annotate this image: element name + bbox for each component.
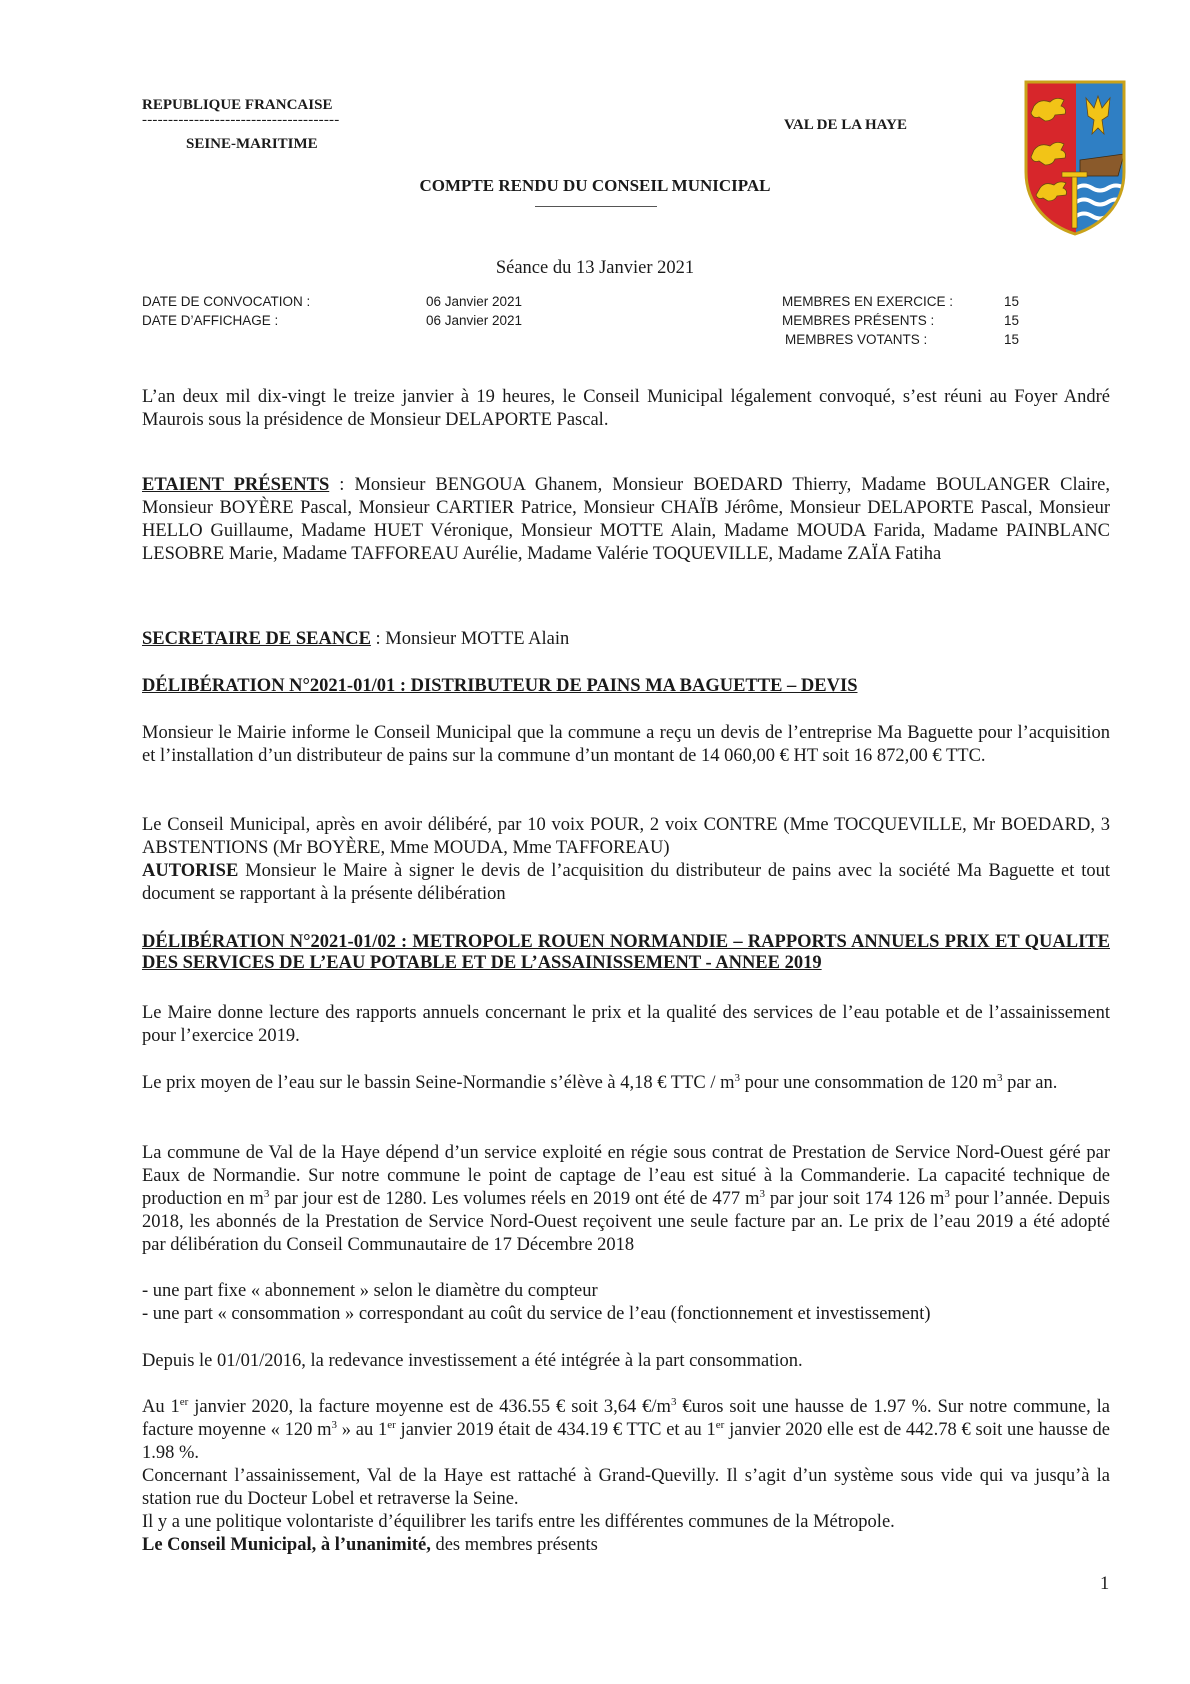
text-run: » au 1 [337,1420,388,1440]
superscript: 3 [263,1187,270,1200]
session-date: Séance du 13 Janvier 2021 [495,258,695,278]
delib2-title: DÉLIBÉRATION N°2021-01/02 : METROPOLE ROUEN NORMANDIE – RAPPORTS ANNUELS PRIX ET QUALITE DES SERVICES DE L’EAU POTABLE ET DE L’ASSAINISSEMENT - ANNEE 2019 [142,932,1110,973]
coat-of-arms-logo [1022,76,1128,238]
unanimity-text: Le Conseil Municipal, à l’unanimité, [142,1535,431,1555]
text-run: janvier 2020 elle est de 442.78 € soit une hausse de 1.98 %. [142,1420,1110,1463]
department-label: SEINE-MARITIME [186,136,318,152]
header-dashes: -------------------------------------- [142,112,340,128]
affichage-value: 06 Janvier 2021 [426,313,523,328]
superscript: er [715,1418,725,1431]
convocation-value: 06 Janvier 2021 [426,294,523,309]
title-underline [535,206,657,207]
exercice-value: 15 [1004,294,1020,309]
delib1-paragraph-1: Monsieur le Mairie informe le Conseil Municipal que la commune a reçu un devis de l’entreprise Ma Baguette pour l’acquisition et l’installation d’un distributeur de pains sur la commune d’un montant de 14 060,00 € HT soit 16 872,00 € TTC. [142,723,1110,766]
commune-name: VAL DE LA HAYE [784,117,907,133]
delib1-autorise-text: Monsieur le Maire à signer le devis de l’acquisition du distributeur de pains avec la société Ma Baguette et tout document se rapportant à la présente délibération [142,861,1110,904]
secretary-label: SECRETAIRE DE SEANCE [142,629,371,649]
delib1-title: DÉLIBÉRATION N°2021-01/01 : DISTRIBUTEUR DE PAINS MA BAGUETTE – DEVIS [142,676,858,696]
affichage-label: DATE D’AFFICHAGE : [142,313,279,328]
delib2-paragraph-6: Concernant l’assainissement, Val de la Haye est rattaché à Grand-Quevilly. Il s’agit d’un système sous vide qui va jusqu’à la station rue du Docteur Lobel et retraverse la Seine. [142,1466,1110,1509]
text-run: par an. [1002,1073,1058,1093]
presents-count-value: 15 [1004,313,1020,328]
page-number: 1 [1100,1574,1110,1594]
delib1-paragraph-3 [142,860,1110,906]
superscript: er [387,1418,396,1431]
text-run: janvier 2020, la facture moyenne est de 436.55 € soit 3,64 €/m [188,1397,671,1417]
delib2-paragraph-4: Depuis le 01/01/2016, la redevance investissement a été intégrée à la part consommation. [142,1351,803,1371]
superscript: 3 [944,1187,950,1200]
intro-paragraph: L’an deux mil dix-vingt le treize janvier à 19 heures, le Conseil Municipal légalement convoqué, s’est réuni au Foyer André Maurois sous la présidence de Monsieur DELAPORTE Pascal. [142,387,1110,430]
delib2-paragraph-2 [142,1072,1110,1095]
exercice-label: MEMBRES EN EXERCICE : [782,294,954,309]
votants-value: 15 [1004,332,1020,347]
document-title: COMPTE RENDU DU CONSEIL MUNICIPAL [419,176,771,195]
text-run: La commune de Val de la Haye dépend d’un service exploité en régie sous contrat de Prestation de Service Nord-Ouest géré par Eaux de Normandie. Sur notre commune le point de captage de l’eau est situé à la Commanderie. La capacité technique de production en m [142,1143,1110,1209]
text-run: par jour est de 1280. Les volumes réels en 2019 ont été de 477 m [269,1189,760,1209]
secretary-paragraph [142,628,1110,651]
text-run: Le prix moyen de l’eau sur le bassin Seine-Normandie s’élève à 4,18 € TTC / m [142,1073,735,1093]
text-run: par jour soit 174 126 m [764,1189,945,1209]
presents-list: : Monsieur BENGOUA Ghanem, Monsieur BOEDARD Thierry, Madame BOULANGER Claire, Monsieur BOYÈRE Pascal, Monsieur CARTIER Patrice, Monsieur CHAÏB Jérôme, Monsieur DELAPORTE Pascal, Monsieur HELLO Guillaume, Madame HUET Véronique, Monsieur MOTTE Alain, Madame MOUDA Farida, Madame PAINBLANC LESOBRE Marie, Madame TAFFOREAU Aurélie, Madame Valérie TOQUEVILLE, Madame ZAÏA Fatiha [142,475,1110,564]
republic-label: REPUBLIQUE FRANCAISE [142,97,333,113]
presents-count-label: MEMBRES PRÉSENTS : [782,313,935,328]
superscript: er [179,1395,189,1408]
bullet-consommation: - une part « consommation » correspondant au coût du service de l’eau (fonctionnement et investissement) [142,1304,931,1324]
text-run: pour une consommation de 120 m [740,1073,997,1093]
votants-label: MEMBRES VOTANTS : [785,332,928,347]
presents-label: ETAIENT PRÉSENTS [142,475,330,495]
superscript: 3 [331,1418,338,1431]
delib1-paragraph-2: Le Conseil Municipal, après en avoir délibéré, par 10 voix POUR, 2 voix CONTRE (Mme TOCQUEVILLE, Mr BOEDARD, 3 ABSTENTIONS (Mr BOYÈRE, Mme MOUDA, Mme TAFFOREAU) [142,815,1110,858]
presents-paragraph [142,474,1110,566]
superscript: 3 [759,1187,765,1200]
superscript: 3 [734,1071,741,1084]
text-run: janvier 2019 était de 434.19 € TTC et au 1 [395,1420,716,1440]
secretary-name: : Monsieur MOTTE Alain [370,629,570,649]
autorise-keyword: AUTORISE [142,861,239,881]
delib2-paragraph-8 [142,1534,1110,1557]
superscript: 3 [670,1395,677,1408]
text-run: Au 1 [142,1397,180,1417]
delib2-paragraph-7: Il y a une politique volontariste d’équilibrer les tarifs entre les différentes communes de la Métropole. [142,1512,895,1532]
text-run: pour l’année. Depuis 2018, les abonnés de la Prestation de Service Nord-Ouest reçoivent une seule facture par an. Le prix de l’eau 2019 a été adopté par délibération du Conseil Communautaire de 17 Décembre 2018 [142,1189,1111,1255]
delib2-paragraph-1: Le Maire donne lecture des rapports annuels concernant le prix et la qualité des services de l’eau potable et de l’assainissement pour l’exercice 2019. [142,1003,1110,1046]
superscript: 3 [996,1071,1003,1084]
convocation-label: DATE DE CONVOCATION : [142,294,311,309]
text-run: des membres présents [430,1535,598,1555]
delib2-paragraph-3 [142,1142,1110,1257]
text-run: €uros soit une hausse de 1.97 %. Sur notre commune, la facture moyenne « 120 m [142,1397,1110,1440]
delib2-paragraph-5 [142,1396,1110,1465]
bullet-abonnement: - une part fixe « abonnement » selon le diamètre du compteur [142,1281,598,1301]
